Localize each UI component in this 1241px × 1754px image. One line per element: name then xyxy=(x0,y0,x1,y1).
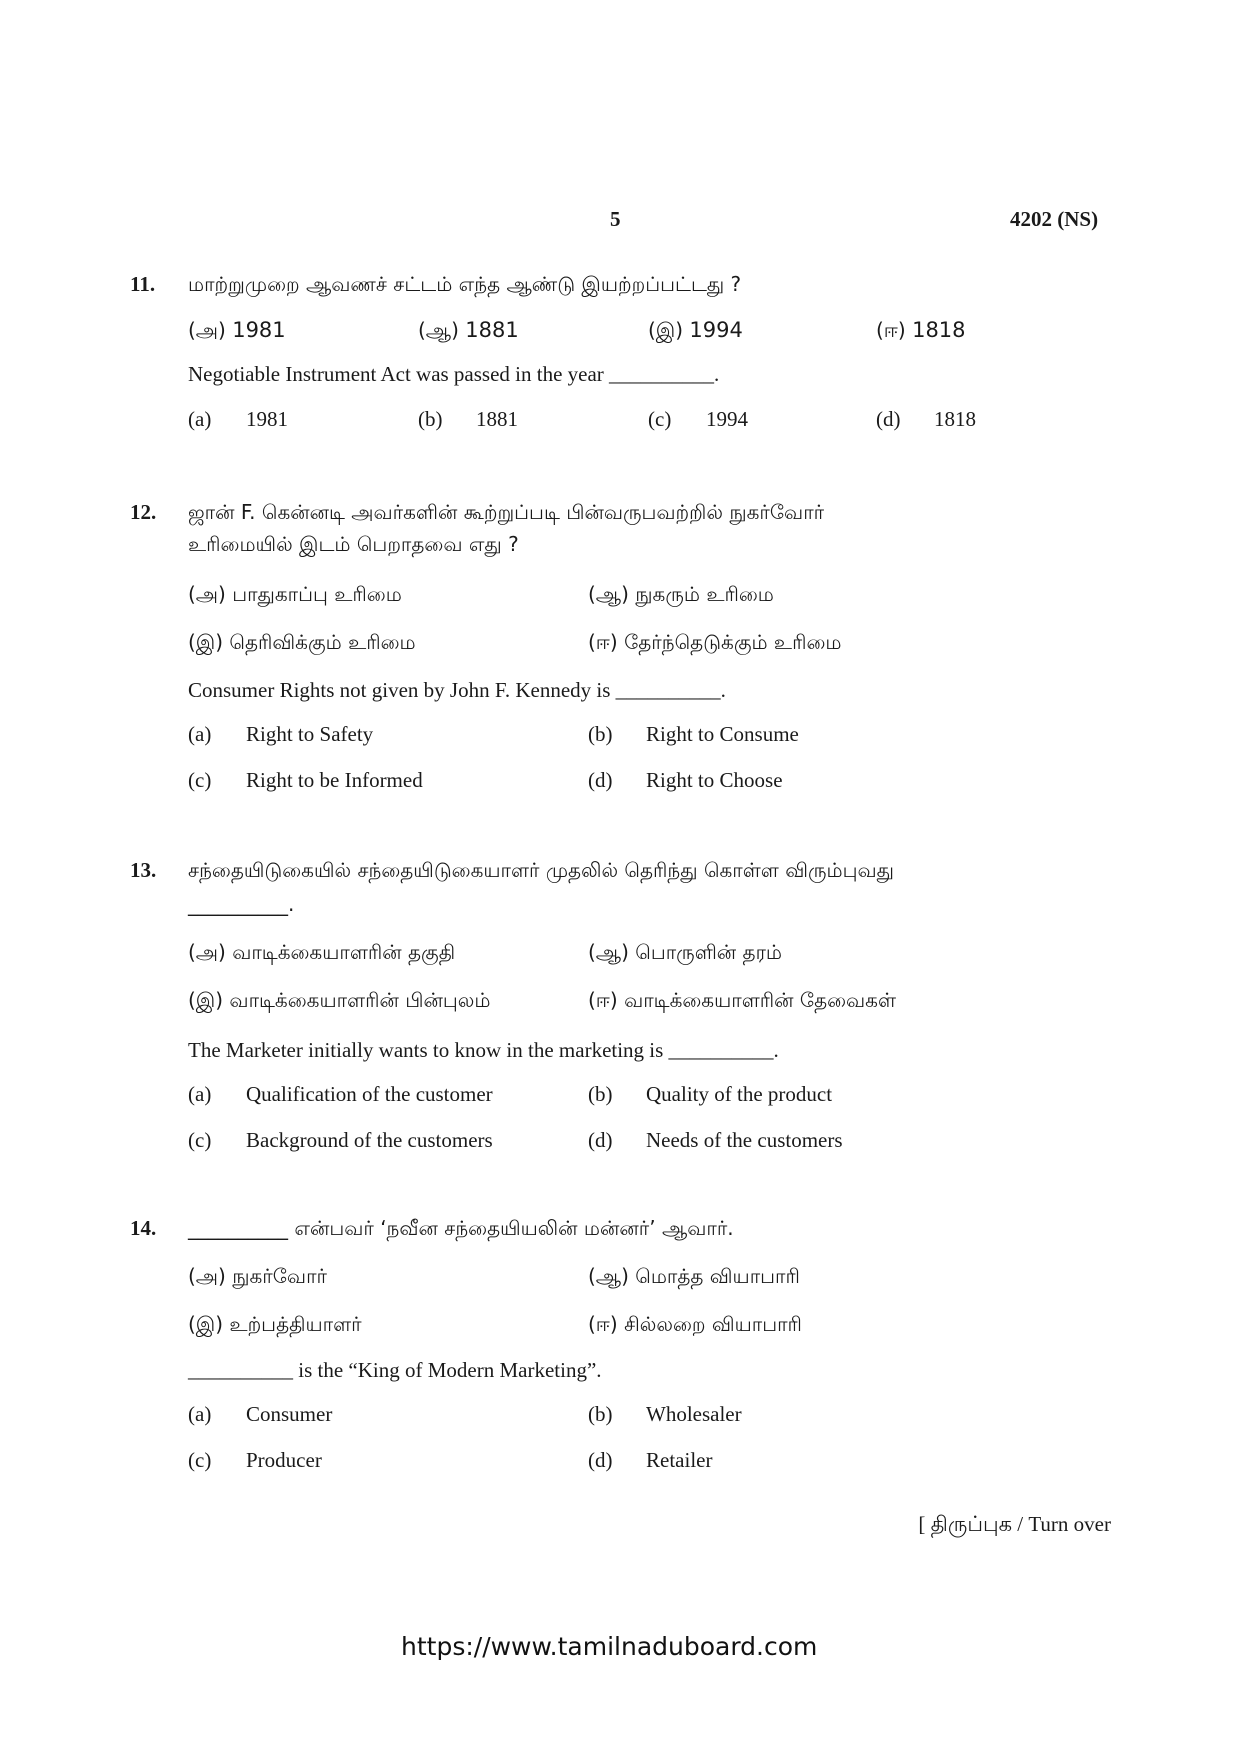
english-option: (b) Right to Consume xyxy=(588,722,799,746)
english-question: Negotiable Instrument Act was passed in the year __________. xyxy=(188,362,720,386)
tamil-option: (இ) தெரிவிக்கும் உரிமை xyxy=(188,630,416,654)
tamil-question: மாற்றுமுறை ஆவணச் சட்டம் எந்த ஆண்டு இயற்றப்பட்டது ? xyxy=(188,272,742,296)
tamil-question-line: சந்தையிடுகையில் சந்தையிடுகையாளர் முதலில் தெரிந்து கொள்ள விரும்புவது xyxy=(188,858,894,882)
english-question: The Marketer initially wants to know in the marketing is __________. xyxy=(188,1038,779,1062)
english-option: (d) Needs of the customers xyxy=(588,1128,843,1152)
english-option: (c) Producer xyxy=(188,1448,322,1472)
paper-code: 4202 (NS) xyxy=(1010,207,1099,231)
tamil-option: (அ) 1981 xyxy=(188,318,286,342)
tamil-option: (ஆ) நுகரும் உரிமை xyxy=(588,582,774,606)
question-number: 11. xyxy=(130,272,156,296)
english-option: (b) 1881 xyxy=(418,407,518,431)
question-number: 14. xyxy=(130,1216,157,1240)
english-option: (c) Background of the customers xyxy=(188,1128,493,1152)
tamil-option: (ஈ) தேர்ந்தெடுக்கும் உரிமை xyxy=(588,630,842,654)
tamil-option: (அ) நுகர்வோர் xyxy=(188,1264,327,1288)
tamil-option: (இ) வாடிக்கையாளரின் பின்புலம் xyxy=(188,988,491,1012)
tamil-option: (ஈ) சில்லறை வியாபாரி xyxy=(588,1312,802,1336)
tamil-question-line: உரிமையில் இடம் பெறாதவை எது ? xyxy=(188,532,519,556)
tamil-option: (இ) 1994 xyxy=(648,318,743,342)
question-number: 13. xyxy=(130,858,157,882)
tamil-option: (அ) வாடிக்கையாளரின் தகுதி xyxy=(188,940,456,964)
english-option: (d) Right to Choose xyxy=(588,768,783,792)
english-option: (a) Consumer xyxy=(188,1402,333,1426)
english-option: (a) 1981 xyxy=(188,407,288,431)
tamil-option: (இ) உற்பத்தியாளர் xyxy=(188,1312,362,1336)
english-option: (c) 1994 xyxy=(648,407,748,431)
tamil-option: (அ) பாதுகாப்பு உரிமை xyxy=(188,582,402,606)
tamil-option: (ஆ) பொருளின் தரம் xyxy=(588,940,783,964)
english-option: (d) 1818 xyxy=(876,407,976,431)
footer-url[interactable]: https://www.tamilnaduboard.com xyxy=(401,1632,818,1661)
english-option: (a) Right to Safety xyxy=(188,722,374,746)
tamil-option: (ஆ) மொத்த வியாபாரி xyxy=(588,1264,800,1288)
page-number: 5 xyxy=(610,207,621,231)
english-option: (c) Right to be Informed xyxy=(188,768,423,792)
tamil-question: __________ என்பவர் ‘நவீன சந்தையியலின் மன்னர்’ ஆவார். xyxy=(188,1216,734,1240)
tamil-question-line: ஜான் F. கென்னடி அவர்களின் கூற்றுப்படி பின்வருபவற்றில் நுகர்வோர் xyxy=(188,500,825,524)
turn-over-note: [ திருப்புக / Turn over xyxy=(918,1512,1111,1536)
english-question: __________ is the “King of Modern Marketing”. xyxy=(188,1358,602,1382)
tamil-option: (ஆ) 1881 xyxy=(418,318,519,342)
tamil-option: (ஈ) 1818 xyxy=(876,318,966,342)
english-option: (d) Retailer xyxy=(588,1448,713,1472)
tamil-question-line: __________. xyxy=(188,892,295,916)
english-option: (a) Qualification of the customer xyxy=(188,1082,493,1106)
english-option: (b) Quality of the product xyxy=(588,1082,833,1106)
english-option: (b) Wholesaler xyxy=(588,1402,742,1426)
english-question: Consumer Rights not given by John F. Kennedy is __________. xyxy=(188,678,726,702)
tamil-option: (ஈ) வாடிக்கையாளரின் தேவைகள் xyxy=(588,988,897,1012)
question-number: 12. xyxy=(130,500,157,524)
